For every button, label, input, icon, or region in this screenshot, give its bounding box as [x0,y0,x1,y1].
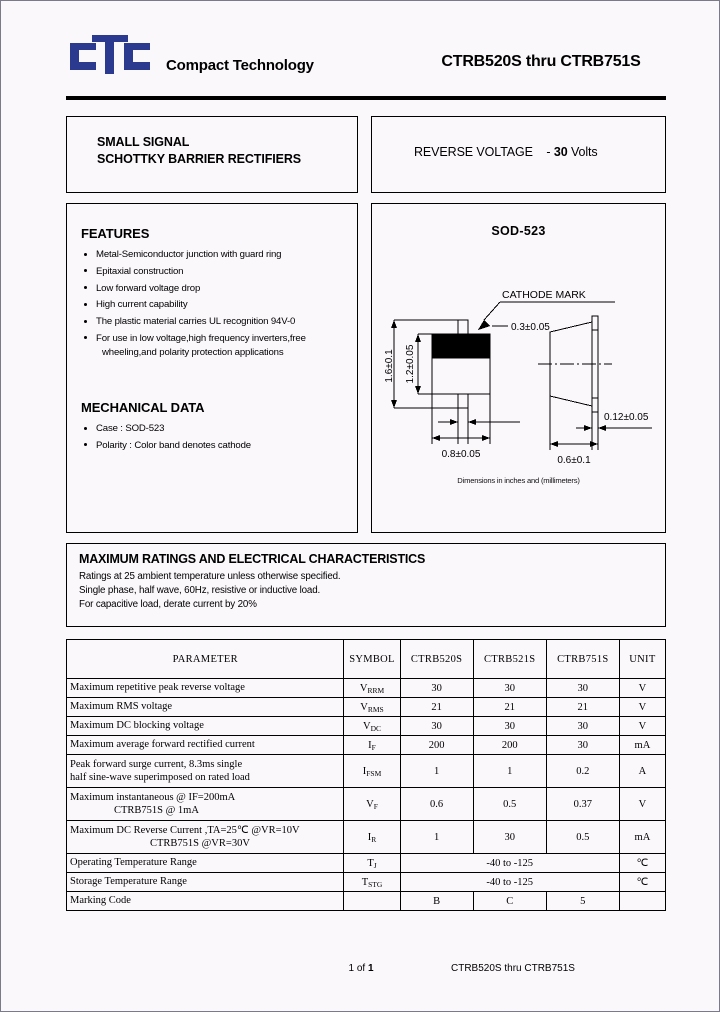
reverse-voltage-dash: - [546,145,551,159]
bullet-icon [84,269,87,272]
feature-item [83,298,348,312]
row-value-751s: 0.5 [546,821,619,854]
bullet-icon [84,253,87,256]
dimension-note: Dimensions in inches and (millimeters) [457,476,580,485]
row-value-520s: 1 [400,755,473,788]
table-row [67,854,666,873]
row-unit: ℃ [619,873,665,892]
row-value-521s: 0.5 [473,788,546,821]
row-parameter: Operating Temperature Range [70,857,197,869]
reverse-voltage-value: 30 [553,145,568,159]
col-header-symbol: SYMBOL [344,640,400,679]
bullet-icon [84,427,87,430]
table-row [67,821,666,854]
dim-height-outer: 1.6±0.1 [384,349,395,383]
mechanical-item [83,422,348,436]
col-header-ctrb520s: CTRB520S [400,640,473,679]
row-parameter: Marking Code [70,895,131,907]
feature-text: Epitaxial construction [96,265,184,277]
specifications-table-wrap [66,639,666,911]
row-parameter: Maximum DC Reverse Current ,TA=25℃ @VR=10V [70,824,300,836]
feature-item [83,282,348,296]
col-header-parameter: PARAMETER [67,640,344,679]
brand-name: Compact Technology [166,57,314,74]
specifications-table [66,639,666,911]
row-value-521s: 200 [473,736,546,755]
row-value-520s: 30 [400,679,473,698]
feature-text: For use in low voltage,high frequency inverters,free [96,332,306,344]
reverse-voltage-label: REVERSE VOLTAGE [414,145,533,159]
page-title: CTRB520S thru CTRB751S [441,53,641,70]
row-parameter: Maximum repetitive peak reverse voltage [70,682,245,694]
row-value-751s: 30 [546,736,619,755]
mechanical-text: Case : SOD-523 [96,423,165,434]
row-parameter: Maximum DC blocking voltage [70,720,204,732]
cathode-mark-label: CATHODE MARK [502,289,586,301]
feature-item [83,248,348,262]
row-unit: ℃ [619,854,665,873]
row-symbol: $I_{FSM}$ [344,755,400,788]
row-value-521s: 30 [473,717,546,736]
col-header-ctrb751s: CTRB751S [546,640,619,679]
bullet-icon [84,443,87,446]
bullet-icon [84,303,87,306]
dim-width-front: 0.8±0.05 [441,449,481,460]
bullet-icon [84,320,87,323]
row-value-520s: 30 [400,717,473,736]
row-unit: mA [619,736,665,755]
table-header-row [67,640,666,679]
row-value-521s: 21 [473,698,546,717]
row-parameter-line2: CTRB751S @ 1mA [114,805,199,816]
table-row [67,892,666,911]
mechanical-data-list [83,422,348,456]
row-unit: V [619,679,665,698]
table-row [67,679,666,698]
features-title: FEATURES [81,226,150,241]
package-dimension-drawing [380,254,658,479]
header-divider [66,96,666,100]
footer-part-number: CTRB520S thru CTRB751S [451,963,575,974]
mechanical-item [83,439,348,453]
row-parameter: Maximum instantaneous @ IF=200mA [70,791,236,803]
feature-text: High current capability [96,299,188,311]
row-unit: A [619,755,665,788]
row-value-521s: C [473,892,546,911]
ratings-notes-box [66,543,666,627]
table-row [67,717,666,736]
reverse-voltage-box [371,116,666,193]
row-symbol: $V_{RRM}$ [344,679,400,698]
row-value-520s: 200 [400,736,473,755]
row-parameter: Storage Temperature Range [70,876,187,888]
row-parameter-line2: half sine-wave superimposed on rated load [70,772,250,783]
table-row [67,698,666,717]
ratings-note-3: For capacitive load, derate current by 20% [79,599,257,610]
row-symbol [344,892,400,911]
row-value-520s: 1 [400,821,473,854]
row-value-520s: 21 [400,698,473,717]
reverse-voltage-unit: Volts [570,145,598,159]
row-unit [619,892,665,911]
row-symbol: $V_{RMS}$ [344,698,400,717]
table-row [67,788,666,821]
feature-item [83,315,348,329]
product-type-line1: SMALL SIGNAL [97,135,190,149]
row-parameter: Peak forward surge current, 8.3ms single [70,758,243,770]
dim-width-side: 0.6±0.1 [557,455,591,466]
row-value-521s: 30 [473,679,546,698]
dim-thickness-top: 0.3±0.05 [511,322,550,333]
row-value-751s: 5 [546,892,619,911]
package-drawing-box [371,203,666,533]
table-row [67,736,666,755]
row-value-span: -40 to -125 [400,854,619,873]
row-value-521s: 30 [473,821,546,854]
row-value-521s: 1 [473,755,546,788]
row-unit: mA [619,821,665,854]
feature-text: The plastic material carries UL recognition 94V-0 [96,316,296,328]
features-list [83,248,348,362]
row-value-751s: 21 [546,698,619,717]
ratings-note-1: Ratings at 25 ambient temperature unless otherwise specified. [79,571,341,582]
col-header-ctrb521s: CTRB521S [473,640,546,679]
product-type-box [66,116,358,193]
dim-lead: 0.12±0.05 [604,412,649,423]
row-parameter-line2: CTRB751S @VR=30V [150,838,250,849]
row-symbol: $I_F$ [344,736,400,755]
bullet-icon [84,336,87,339]
row-value-520s: 0.6 [400,788,473,821]
row-parameter: Maximum average forward rectified current [70,739,255,751]
ratings-title: MAXIMUM RATINGS AND ELECTRICAL CHARACTERISTICS [79,552,426,566]
row-symbol: $V_F$ [344,788,400,821]
table-row [67,873,666,892]
feature-text: Metal-Semiconductor junction with guard ring [96,249,282,260]
product-type-line2: SCHOTTKY BARRIER RECTIFIERS [97,152,302,166]
package-title: SOD-523 [491,224,546,238]
dim-height-inner: 1.2±0.05 [405,344,416,384]
mechanical-data-title: MECHANICAL DATA [81,400,205,415]
row-symbol: $V_{DC}$ [344,717,400,736]
row-symbol: $T_J$ [344,854,400,873]
row-unit: V [619,788,665,821]
row-parameter: Maximum RMS voltage [70,701,173,713]
row-value-751s: 0.37 [546,788,619,821]
page-header [66,29,666,91]
row-value-751s: 30 [546,679,619,698]
row-value-751s: 0.2 [546,755,619,788]
col-header-unit: UNIT [619,640,665,679]
bullet-icon [84,286,87,289]
row-symbol: $T_{STG}$ [344,873,400,892]
mechanical-text: Polarity : Color band denotes cathode [96,439,251,451]
row-value-520s: B [400,892,473,911]
row-value-751s: 30 [546,717,619,736]
ctc-logo-icon [66,29,154,81]
row-symbol: $I_R$ [344,821,400,854]
table-row [67,755,666,788]
row-unit: V [619,698,665,717]
ratings-note-2: Single phase, half wave, 60Hz, resistive or inductive load. [79,585,321,596]
features-box [66,203,358,533]
row-value-span: -40 to -125 [400,873,619,892]
row-unit: V [619,717,665,736]
reverse-voltage-spec [414,145,598,159]
feature-text-continuation: wheeling,and polarity protection applications [102,346,284,358]
feature-item [83,265,348,279]
footer-page-prefix: 1 of [348,963,368,974]
footer-page-total: 1 [367,963,374,974]
feature-item [83,332,348,359]
feature-text: Low forward voltage drop [96,282,201,294]
